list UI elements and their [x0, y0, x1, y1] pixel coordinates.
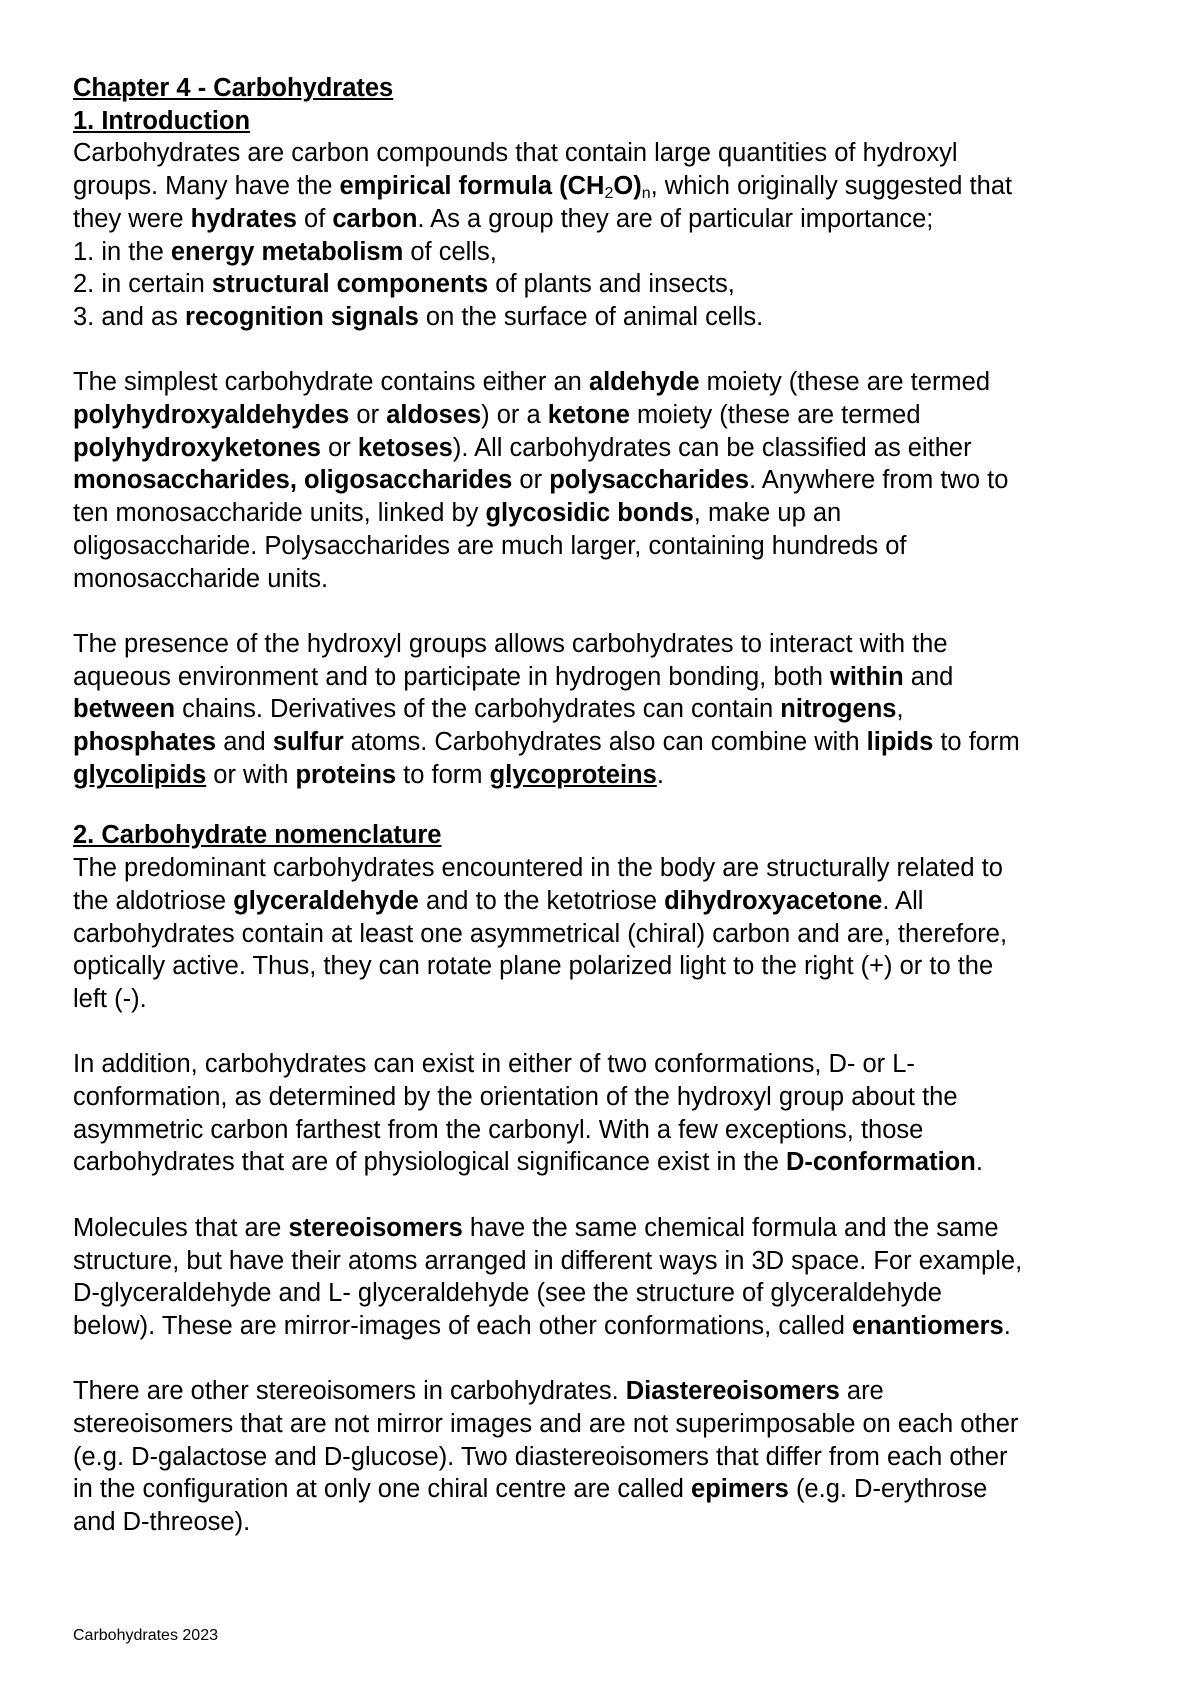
paragraph-line: Molecules that are stereoisomers have the same chemical formula and the same: [73, 1213, 999, 1242]
paragraph-line: aqueous environment and to participate in hydrogen bonding, both within and: [73, 662, 954, 691]
intro-line: groups. Many have the empirical formula $(CH_2O)_n$, which originally suggested that: [73, 172, 1013, 203]
paragraph-line: asymmetric carbon farthest from the carbonyl. With a few exceptions, those: [73, 1115, 924, 1144]
paragraph-line: conformation, as determined by the orientation of the hydroxyl group about the: [73, 1083, 958, 1112]
paragraph-line: stereoisomers that are not mirror images and are not superimposable on each other: [73, 1410, 1019, 1439]
paragraph-spacer: [73, 1179, 1153, 1212]
paragraph-spacer: [73, 1016, 1153, 1049]
paragraph-line: polyhydroxyketones or ketoses). All carbohydrates can be classified as either: [73, 433, 972, 462]
paragraph-line: oligosaccharide. Polysaccharides are much larger, containing hundreds of: [73, 531, 907, 560]
paragraph-line: and D-threose).: [73, 1508, 251, 1537]
paragraph-spacer: [73, 1343, 1153, 1376]
paragraph-line: D-glyceraldehyde and L- glyceraldehyde (see the structure of glyceraldehyde: [73, 1279, 942, 1308]
paragraph-spacer: [73, 334, 1153, 367]
paragraph-line: In addition, carbohydrates can exist in either of two conformations, D- or L-: [73, 1050, 915, 1079]
list-item: 1. in the energy metabolism of cells,: [73, 237, 497, 266]
paragraph-line: left (-).: [73, 984, 147, 1013]
paragraph-line: structure, but have their atoms arranged in different ways in 3D space. For example,: [73, 1246, 1023, 1275]
paragraph-line: optically active. Thus, they can rotate plane polarized light to the right (+) or to the: [73, 952, 994, 981]
paragraph-line: The predominant carbohydrates encountered in the body are structurally related to: [73, 854, 1003, 883]
paragraph-line: in the configuration at only one chiral centre are called epimers (e.g. D-erythrose: [73, 1475, 988, 1504]
paragraph-line: phosphates and sulfur atoms. Carbohydrates also can combine with lipids to form: [73, 728, 1020, 757]
section-heading-nomenclature: 2. Carbohydrate nomenclature: [73, 821, 442, 850]
paragraph-line: The simplest carbohydrate contains either an aldehyde moiety (these are termed: [73, 368, 991, 397]
paragraph-line: ten monosaccharide units, linked by glycosidic bonds, make up an: [73, 499, 842, 528]
paragraph-line: monosaccharides, oligosaccharides or polysaccharides. Anywhere from two to: [73, 466, 1009, 495]
page-footer: Carbohydrates 2023: [73, 1627, 218, 1644]
paragraph-line: between chains. Derivatives of the carbohydrates can contain nitrogens,: [73, 695, 904, 724]
paragraph-line: below). These are mirror-images of each other conformations, called enantiomers.: [73, 1311, 1011, 1340]
paragraph-line: carbohydrates contain at least one asymmetrical (chiral) carbon and are, therefore,: [73, 919, 1008, 948]
paragraph-spacer: [73, 595, 1153, 628]
list-item: 2. in certain structural components of plants and insects,: [73, 270, 735, 299]
paragraph-line: carbohydrates that are of physiological significance exist in the D-conformation.: [73, 1148, 983, 1177]
paragraph-line: monosaccharide units.: [73, 564, 329, 593]
paragraph-spacer: [73, 791, 1153, 819]
paragraph-line: glycolipids or with proteins to form glycoproteins.: [73, 760, 664, 789]
paragraph-line: There are other stereoisomers in carbohydrates. Diastereoisomers are: [73, 1377, 884, 1406]
paragraph-line: polyhydroxyaldehydes or aldoses) or a ketone moiety (these are termed: [73, 401, 921, 430]
paragraph-line: The presence of the hydroxyl groups allows carbohydrates to interact with the: [73, 629, 948, 658]
list-item: 3. and as recognition signals on the surface of animal cells.: [73, 302, 764, 331]
document-body: [73, 72, 1153, 1539]
section-heading-introduction: 1. Introduction: [73, 106, 251, 135]
paragraph-line: the aldotriose glyceraldehyde and to the ketotriose dihydroxyacetone. All: [73, 886, 924, 915]
chapter-title: Chapter 4 - Carbohydrates: [73, 74, 394, 102]
intro-line: they were hydrates of carbon. As a group they are of particular importance;: [73, 204, 934, 233]
paragraph-line: (e.g. D-galactose and D-glucose). Two diastereoisomers that differ from each other: [73, 1442, 1008, 1471]
intro-line: Carbohydrates are carbon compounds that contain large quantities of hydroxyl: [73, 139, 958, 168]
